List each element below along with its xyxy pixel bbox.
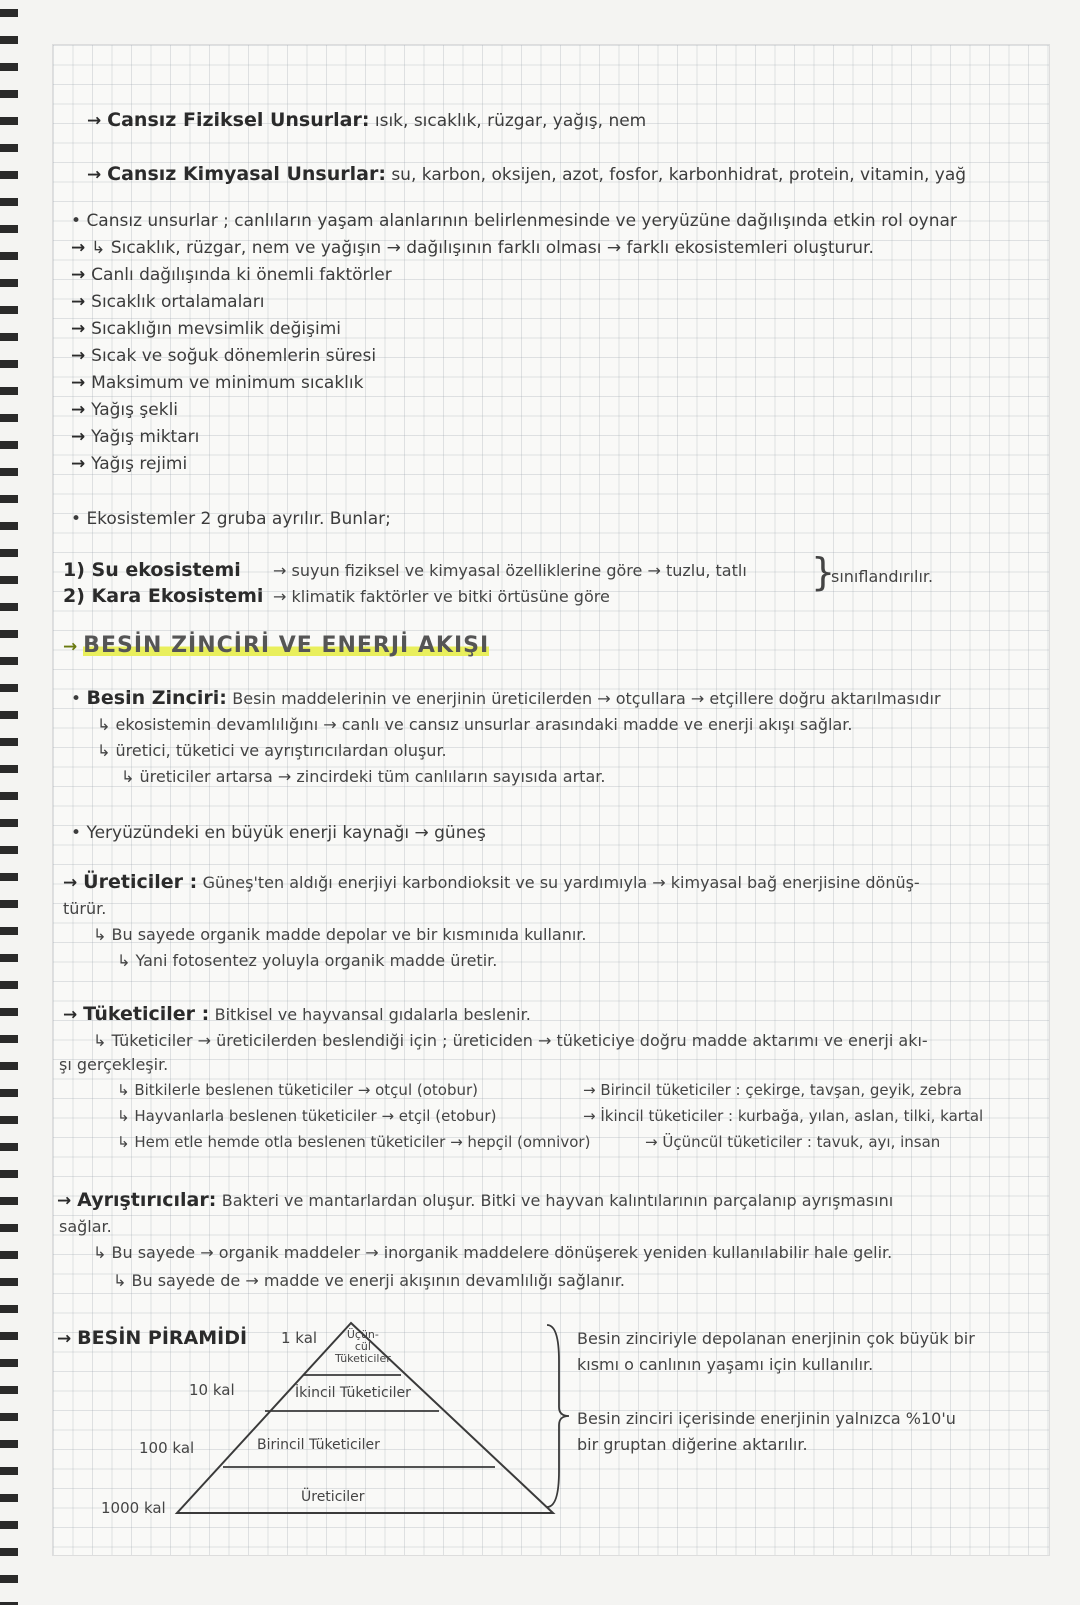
chemical-line: → Cansız Kimyasal Unsurlar: su, karbon, oksijen, azot, fosfor, karbonhidrat, protein, vitamin, yağ bbox=[87, 163, 967, 185]
food-chain-sub1: ↳ ekosistemin devamlılığını → canlı ve cansız unsurlar arasındaki madde ve enerji akışı sağlar. bbox=[97, 715, 853, 734]
consumer-row-a: ↳ Hayvanlarla beslenen tüketiciler → etçil (etobur) bbox=[117, 1107, 497, 1125]
pyramid-note1a: Besin zinciriyle depolanan enerjinin çok büyük bir bbox=[577, 1329, 975, 1348]
notebook-spiral bbox=[0, 0, 42, 1605]
factor-text: Yağış şekli bbox=[91, 400, 179, 420]
factor-text: Yağış rejimi bbox=[91, 454, 188, 474]
decomposers-text2: sağlar. bbox=[59, 1217, 112, 1236]
water-ecosystem-desc: → suyun fiziksel ve kimyasal özelliklerine göre → tuzlu, tatlı bbox=[273, 561, 747, 580]
producers-sub1: ↳ Bu sayede organik madde depolar ve bir kısmınıda kullanır. bbox=[93, 925, 587, 944]
factor-item: → Yağış miktarı bbox=[71, 427, 200, 447]
decomposers-label: Ayrıştırıcılar: bbox=[77, 1189, 217, 1211]
food-chain-title: BESİN ZİNCİRİ VE ENERJİ AKIŞI bbox=[83, 633, 490, 658]
energy-source-text: Yeryüzündeki en büyük enerji kaynağı → güneş bbox=[86, 823, 486, 843]
factor-text: Sıcaklık ortalamaları bbox=[91, 292, 265, 312]
consumers-line: → Tüketiciler : Bitkisel ve hayvansal gıdalarla beslenir. bbox=[63, 1003, 531, 1025]
water-ecosystem-label: 1) Su ekosistemi bbox=[63, 559, 241, 581]
factor-item: → Sıcaklık ortalamaları bbox=[71, 292, 265, 312]
pyramid-note-brace bbox=[543, 1321, 573, 1511]
factor-item: → Yağış şekli bbox=[71, 400, 179, 420]
producers-label: Üreticiler : bbox=[83, 871, 198, 893]
ecosystems-intro: • Ekosistemler 2 gruba ayrılır. Bunlar; bbox=[71, 509, 391, 529]
food-chain-sub2: ↳ üretici, tüketici ve ayrıştırıcılardan oluşur. bbox=[97, 741, 447, 760]
consumers-label: Tüketiciler : bbox=[83, 1003, 210, 1025]
decomposers-sub2: ↳ Bu sayede de → madde ve enerji akışının devamlılığı sağlanır. bbox=[113, 1271, 625, 1290]
pyramid-energy-label: 10 kal bbox=[189, 1381, 235, 1399]
bullet-distribution-factors-text: Canlı dağılışında ki önemli faktörler bbox=[91, 265, 392, 285]
pyramid-note2a: Besin zinciri içerisinde enerjinin yalnızca %10'u bbox=[577, 1409, 956, 1428]
pyramid-note1b: kısmı o canlının yaşamı için kullanılır. bbox=[577, 1355, 874, 1374]
chemical-items: su, karbon, oksijen, azot, fosfor, karbonhidrat, protein, vitamin, yağ bbox=[391, 165, 967, 185]
water-ecosystem-row bbox=[63, 559, 241, 581]
food-chain-sub3: ↳ üreticiler artarsa → zincirdeki tüm canlıların sayısıda artar. bbox=[121, 767, 606, 786]
consumers-sub1b: şı gerçekleşir. bbox=[59, 1055, 169, 1074]
pyramid-level-name: Birincil Tüketiciler bbox=[257, 1437, 380, 1453]
land-ecosystem-row bbox=[63, 585, 263, 607]
classification-brace: } bbox=[811, 550, 836, 594]
bullet-abiotic-role: • Cansız unsurlar ; canlıların yaşam alanlarının belirlenmesinde ve yeryüzüne dağılışında etkin rol oynar bbox=[71, 211, 957, 231]
pyramid-note2b: bir gruptan diğerine aktarılır. bbox=[577, 1435, 808, 1454]
food-chain-def-text: Besin maddelerinin ve enerjinin üreticilerden → otçullara → etçillere doğru aktarılmasıdır bbox=[232, 689, 941, 708]
factor-item: → Maksimum ve minimum sıcaklık bbox=[71, 373, 364, 393]
consumer-row-b: → Üçüncül tüketiciler : tavuk, ayı, insan bbox=[645, 1133, 941, 1151]
physical-line: → Cansız Fiziksel Unsurlar: ısık, sıcaklık, rüzgar, yağış, nem bbox=[87, 109, 647, 131]
decomposers-line: → Ayrıştırıcılar: Bakteri ve mantarlardan oluşur. Bitki ve hayvan kalıntılarının parçalanıp ayrışmasını bbox=[57, 1189, 894, 1211]
pyramid-level-name: Üreticiler bbox=[301, 1489, 365, 1505]
consumer-row-b: → Birincil tüketiciler : çekirge, tavşan, geyik, zebra bbox=[583, 1081, 962, 1099]
pyramid-energy-label: 1 kal bbox=[281, 1329, 318, 1347]
factor-text: Sıcak ve soğuk dönemlerin süresi bbox=[91, 346, 377, 366]
decomposers-text1: Bakteri ve mantarlardan oluşur. Bitki ve hayvan kalıntılarının parçalanıp ayrışmasını bbox=[221, 1191, 894, 1210]
chemical-title: Cansız Kimyasal Unsurlar: bbox=[107, 163, 386, 185]
bullet-distribution-factors: → Canlı dağılışında ki önemli faktörler bbox=[71, 265, 392, 285]
producers-text1: Güneş'ten aldığı enerjiyi karbondioksit ve su yardımıyla → kimyasal bağ enerjisine dönüş- bbox=[202, 873, 920, 892]
land-ecosystem-desc: → klimatik faktörler ve bitki örtüsüne göre bbox=[273, 587, 610, 606]
classified-label: sınıflandırılır. bbox=[831, 567, 934, 586]
pyramid-energy-label: 1000 kal bbox=[101, 1499, 166, 1517]
bullet-abiotic-role-text: Cansız unsurlar ; canlıların yaşam alanlarının belirlenmesinde ve yeryüzüne dağılışında etkin rol oynar bbox=[86, 211, 957, 231]
factor-text: Sıcaklığın mevsimlik değişimi bbox=[91, 319, 341, 339]
pyramid-level-name: Üçün- cül Tüketiciler bbox=[335, 1328, 391, 1365]
consumer-row-b: → İkincil tüketiciler : kurbağa, yılan, aslan, tilki, kartal bbox=[583, 1107, 984, 1125]
energy-source-line: • Yeryüzündeki en büyük enerji kaynağı → güneş bbox=[71, 823, 486, 843]
producers-text2: türür. bbox=[63, 899, 107, 918]
decomposers-sub1: ↳ Bu sayede → organik maddeler → inorganik maddelere dönüşerek yeniden kullanılabilir hale gelir. bbox=[93, 1243, 893, 1262]
bullet-ecosystem-variety-text: ↳ Sıcaklık, rüzgar, nem ve yağışın → dağılışının farklı olması → farklı ekosistemleri oluşturur. bbox=[91, 238, 874, 258]
factor-text: Yağış miktarı bbox=[91, 427, 200, 447]
consumers-text1: Bitkisel ve hayvansal gıdalarla beslenir. bbox=[214, 1005, 531, 1024]
factor-item: → Yağış rejimi bbox=[71, 454, 188, 474]
ecosystems-intro-text: Ekosistemler 2 gruba ayrılır. Bunlar; bbox=[86, 509, 391, 529]
notebook-page bbox=[52, 44, 1050, 1556]
food-chain-heading: → BESİN ZİNCİRİ VE ENERJİ AKIŞI bbox=[63, 633, 490, 658]
pyramid-heading: → BESİN PİRAMİDİ bbox=[57, 1327, 248, 1349]
factor-item: → Sıcak ve soğuk dönemlerin süresi bbox=[71, 346, 377, 366]
pyramid-energy-label: 100 kal bbox=[139, 1439, 195, 1457]
consumer-row-a: ↳ Bitkilerle beslenen tüketiciler → otçul (otobur) bbox=[117, 1081, 479, 1099]
factor-text: Maksimum ve minimum sıcaklık bbox=[91, 373, 364, 393]
pyramid-title: BESİN PİRAMİDİ bbox=[77, 1327, 248, 1349]
food-chain-def-label: Besin Zinciri: bbox=[86, 687, 227, 709]
physical-title: Cansız Fiziksel Unsurlar: bbox=[107, 109, 370, 131]
consumers-sub1: ↳ Tüketiciler → üreticilerden beslendiği için ; üreticiden → tüketiciye doğru madde aktarımı ve enerji akı- bbox=[93, 1031, 928, 1050]
factor-item: → Sıcaklığın mevsimlik değişimi bbox=[71, 319, 341, 339]
bullet-ecosystem-variety: → ↳ Sıcaklık, rüzgar, nem ve yağışın → dağılışının farklı olması → farklı ekosistemleri oluşturur. bbox=[71, 238, 874, 258]
physical-items: ısık, sıcaklık, rüzgar, yağış, nem bbox=[374, 111, 647, 131]
producers-sub2: ↳ Yani fotosentez yoluyla organik madde üretir. bbox=[117, 951, 498, 970]
land-ecosystem-label: 2) Kara Ekosistemi bbox=[63, 585, 264, 607]
producers-line: → Üreticiler : Güneş'ten aldığı enerjiyi karbondioksit ve su yardımıyla → kimyasal bağ enerjisine dönüş- bbox=[63, 871, 920, 893]
consumer-row-a: ↳ Hem etle hemde otla beslenen tüketiciler → hepçil (omnivor) bbox=[117, 1133, 591, 1151]
food-chain-definition: • Besin Zinciri: Besin maddelerinin ve enerjinin üreticilerden → otçullara → etçillere doğru aktarılmasıdır bbox=[71, 687, 941, 709]
pyramid-level-name: İkincil Tüketiciler bbox=[295, 1385, 411, 1401]
